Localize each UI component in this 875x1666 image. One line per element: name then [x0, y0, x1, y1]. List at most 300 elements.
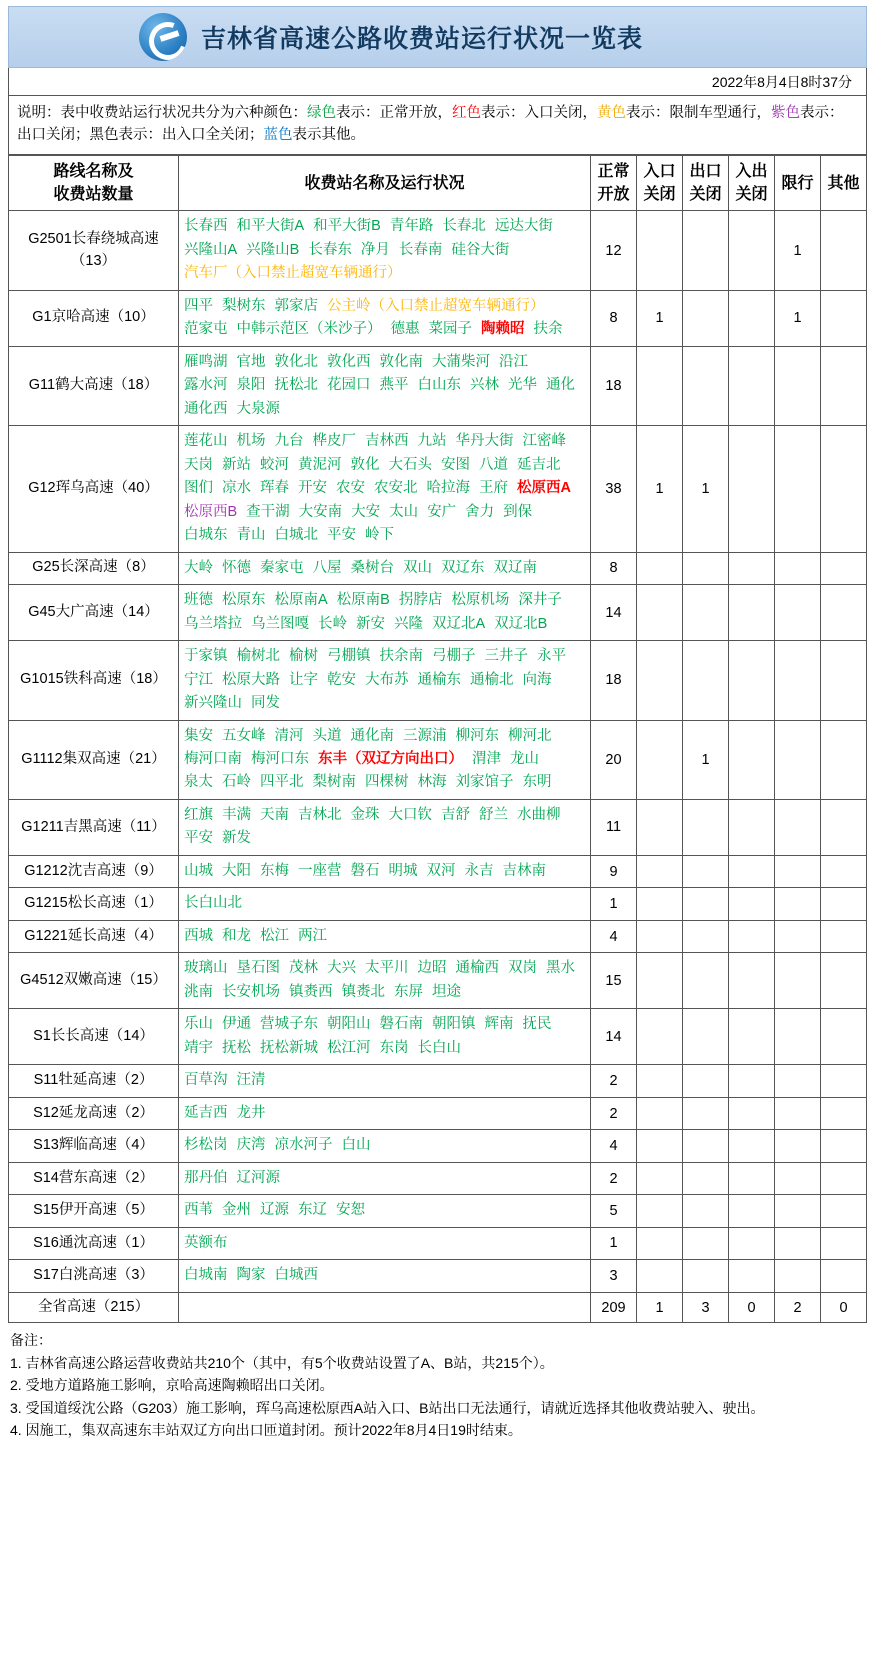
count-restricted-cell: [775, 1227, 821, 1259]
station-status-item: 洮南: [184, 983, 213, 1000]
station-status-item: 辉南: [484, 1016, 514, 1033]
station-status-item: 镇赉西: [289, 983, 333, 1000]
count-open-cell: 8: [591, 290, 637, 346]
station-status-item: 松原南A: [274, 592, 328, 609]
station-status-item: 德惠: [390, 321, 420, 338]
station-status-item: 兴隆山B: [246, 241, 300, 258]
table-header-row: [9, 155, 867, 210]
station-status-item: 东岗: [379, 1039, 409, 1056]
count-entry-closed-cell: [637, 799, 683, 855]
col-header-other: 其他: [821, 155, 867, 210]
count-entry-closed-cell: [637, 1195, 683, 1227]
legend-blue: 蓝色: [263, 127, 293, 144]
station-status-item: 靖宇: [184, 1039, 213, 1056]
total-label-cell: 全省高速（215）: [9, 1292, 179, 1323]
header-banner: [8, 6, 867, 68]
count-restricted-cell: [775, 799, 821, 855]
count-other-cell: [821, 855, 867, 887]
route-name-cell: S14营东高速（2）: [9, 1162, 179, 1194]
station-status-item: 梅河口东: [251, 751, 309, 767]
count-open-cell: 15: [591, 953, 637, 1009]
count-exit-closed-cell: [683, 799, 729, 855]
count-entry-closed-cell: [637, 1097, 683, 1129]
legend-line-2: 出口关闭；黑色表示：出入口全关闭；: [17, 127, 264, 144]
station-status-item: 深井子: [518, 592, 562, 609]
table-row: [9, 720, 867, 799]
station-status-item: 四平北: [260, 774, 304, 791]
count-exit-closed-cell: [683, 1009, 729, 1065]
stations-cell: [179, 1065, 591, 1097]
stations-cell: [179, 346, 591, 425]
count-exit-closed-cell: [683, 1065, 729, 1097]
station-status-item: 乌兰图嘎: [251, 615, 309, 632]
table-row: [9, 1227, 867, 1259]
count-open-cell: 2: [591, 1065, 637, 1097]
station-status-item: 金珠: [350, 806, 380, 823]
route-name-cell: S17白洮高速（3）: [9, 1260, 179, 1292]
station-status-item: 桦皮厂: [312, 433, 356, 450]
stations-cell: [179, 585, 591, 641]
station-status-item: 长岭: [318, 615, 347, 632]
station-status-item: 青年路: [389, 218, 434, 235]
station-status-item: 和平大街A: [236, 218, 305, 235]
station-status-item: 八道: [479, 456, 508, 473]
count-exit-closed-cell: [683, 552, 729, 584]
station-status-item: 抚松新城: [260, 1039, 318, 1056]
count-restricted-cell: [775, 1195, 821, 1227]
station-status-item: 明城: [388, 862, 418, 879]
count-both-closed-cell: [729, 641, 775, 720]
page-title: 吉林省高速公路收费站运行状况一览表: [201, 25, 644, 53]
station-status-item: 到保: [503, 503, 533, 520]
count-restricted-cell: [775, 552, 821, 584]
route-name-cell: G1015铁科高速（18）: [9, 641, 179, 720]
count-entry-closed-cell: [637, 1009, 683, 1065]
station-status-item: 头道: [312, 727, 342, 744]
count-restricted-cell: [775, 1009, 821, 1065]
stations-cell: [179, 290, 591, 346]
col-header-stations: 收费站名称及运行状况: [179, 155, 591, 210]
station-status-item: 向海: [522, 671, 552, 688]
count-open-cell: 2: [591, 1162, 637, 1194]
count-open-cell: 12: [591, 211, 637, 290]
station-status-item: 那丹伯: [184, 1169, 228, 1186]
route-name-cell: S12延龙高速（2）: [9, 1097, 179, 1129]
col-header-entry-closed: 入口 关闭: [637, 155, 683, 210]
station-status-item: 官地: [236, 353, 266, 370]
station-status-item: 燕平: [379, 377, 409, 394]
route-name-cell: S13辉临高速（4）: [9, 1130, 179, 1162]
table-row: [9, 290, 867, 346]
table-row: [9, 346, 867, 425]
legend-purple: 紫色: [771, 105, 800, 121]
station-status-item: 垦石图: [236, 960, 280, 977]
count-both-closed-cell: [729, 920, 775, 952]
station-status-item: 蛟河: [260, 456, 289, 473]
col-header-route: 路线名称及 收费站数量: [9, 155, 179, 210]
station-status-item: 汪清: [236, 1072, 266, 1089]
station-status-item: 永平: [537, 648, 566, 665]
station-status-item: 东屏: [394, 983, 423, 1000]
station-status-item: 镇赉北: [341, 983, 385, 1000]
station-status-item: 凉水: [222, 480, 251, 497]
footnote-line: 3. 受国道绥沈公路（G203）施工影响，珲乌高速松原西A站入口、B站出口无法通行，请就近选择其他收费站驶入、驶出。: [10, 1399, 765, 1416]
station-status-item: 八屋: [312, 559, 342, 576]
toll-station-status-table: [8, 155, 867, 1324]
station-status-item: 朝阳镇: [432, 1016, 476, 1033]
station-status-item: 舍力: [465, 503, 495, 520]
count-other-cell: [821, 1227, 867, 1259]
station-status-item: 集安: [184, 727, 213, 744]
station-status-item: 石岭: [222, 774, 251, 791]
count-restricted-cell: 1: [775, 211, 821, 290]
col-header-exit-closed: 出口 关闭: [683, 155, 729, 210]
station-status-item: 大口钦: [388, 806, 432, 823]
count-restricted-cell: [775, 585, 821, 641]
station-status-item: 龙山: [510, 751, 539, 767]
station-status-item: 敦化南: [379, 353, 423, 370]
legend-line-1: 说明：表中收费站运行状况共分为六种颜色：: [17, 105, 307, 121]
count-exit-closed-cell: [683, 1227, 729, 1259]
count-entry-closed-cell: [637, 1227, 683, 1259]
station-status-item: 莲花山: [184, 433, 228, 450]
station-status-item: 白山东: [417, 377, 461, 394]
count-entry-closed-cell: [637, 1162, 683, 1194]
station-status-item: 长白山北: [184, 895, 242, 912]
station-status-item: 让字: [289, 671, 318, 688]
station-status-item: 兴林: [470, 377, 499, 394]
count-both-closed-cell: [729, 290, 775, 346]
count-other-cell: [821, 953, 867, 1009]
table-row: [9, 641, 867, 720]
station-status-item: 长安机场: [222, 983, 280, 1000]
count-restricted-cell: [775, 953, 821, 1009]
count-exit-closed-cell: [683, 1260, 729, 1292]
station-status-item: 桑树台: [350, 559, 394, 576]
route-name-cell: G2501长春绕城高速（13）: [9, 211, 179, 290]
count-entry-closed-cell: [637, 211, 683, 290]
station-status-item: 太平川: [365, 960, 409, 977]
station-status-item: 白城东: [184, 527, 228, 544]
legend-yellow-text: 表示：限制车型通行，: [626, 105, 771, 121]
count-entry-closed-cell: [637, 720, 683, 799]
count-restricted-cell: [775, 1162, 821, 1194]
count-other-cell: [821, 1130, 867, 1162]
footnote-title: 备注：: [10, 1332, 52, 1349]
station-status-item: 白城南: [184, 1267, 228, 1284]
station-status-item: 松原西B: [184, 503, 238, 520]
station-status-item: 水曲柳: [517, 806, 561, 823]
station-status-item: 双辽南: [493, 559, 537, 576]
station-status-item: 长春南: [398, 241, 443, 258]
station-status-item: 凉水河子: [274, 1137, 333, 1154]
count-open-cell: 2: [591, 1097, 637, 1129]
station-status-item: 九站: [417, 433, 447, 450]
station-status-item: 中韩示范区（米沙子）: [236, 321, 382, 338]
stations-cell: [179, 1162, 591, 1194]
count-entry-closed-cell: [637, 346, 683, 425]
station-status-item: 东梅: [260, 862, 289, 879]
table-row: [9, 211, 867, 290]
station-status-item: 辽河源: [236, 1169, 280, 1186]
station-status-item: 同发: [251, 695, 280, 712]
col-header-both-closed: 入出 关闭: [729, 155, 775, 210]
station-status-item: 玻璃山: [184, 960, 228, 977]
station-status-item: 花园口: [327, 377, 371, 394]
count-exit-closed-cell: [683, 1162, 729, 1194]
station-status-item: 于家镇: [184, 648, 228, 665]
count-entry-closed-cell: [637, 855, 683, 887]
count-exit-closed-cell: [683, 920, 729, 952]
count-restricted-cell: [775, 720, 821, 799]
station-status-item: 柳河北: [508, 727, 552, 744]
table-row: [9, 1162, 867, 1194]
station-status-item: 通化西: [184, 400, 228, 417]
station-status-item: 弓棚镇: [327, 648, 371, 665]
station-status-item: 长春北: [442, 218, 486, 235]
station-status-item: 拐脖店: [398, 592, 443, 609]
station-status-item: 松江河: [327, 1039, 371, 1056]
station-status-item: 扶余南: [379, 648, 423, 665]
count-other-cell: [821, 585, 867, 641]
station-status-item: 一座营: [298, 862, 342, 879]
station-status-item: 长春东: [308, 241, 352, 258]
station-status-item: 怀德: [222, 559, 251, 576]
station-status-item: 延吉北: [517, 456, 561, 473]
legend-red: 红色: [452, 105, 481, 121]
station-status-item: 抚松: [222, 1039, 251, 1056]
station-status-item: 四棵树: [365, 774, 409, 791]
table-row: [9, 1097, 867, 1129]
table-row: [9, 1130, 867, 1162]
table-row: [9, 552, 867, 584]
table-row: [9, 1065, 867, 1097]
station-status-item: 白山: [341, 1137, 371, 1154]
count-restricted-cell: [775, 888, 821, 920]
station-status-item: 敦化北: [274, 353, 318, 370]
count-exit-closed-cell: [683, 953, 729, 1009]
station-status-item: 长春西: [184, 218, 228, 235]
station-status-item: 范家屯: [184, 321, 228, 338]
count-exit-closed-cell: [683, 1097, 729, 1129]
route-name-cell: G1112集双高速（21）: [9, 720, 179, 799]
station-status-item: 坦途: [432, 983, 461, 1000]
count-both-closed-cell: [729, 1009, 775, 1065]
station-status-item: 双岗: [508, 960, 537, 977]
count-both-closed-cell: [729, 855, 775, 887]
stations-cell: [179, 720, 591, 799]
count-other-cell: [821, 720, 867, 799]
station-status-item: 松原东: [222, 592, 266, 609]
station-status-item: 太山: [389, 503, 419, 520]
station-status-item: 吉林北: [298, 806, 342, 823]
station-status-item: 新发: [222, 830, 251, 847]
count-open-cell: 5: [591, 1195, 637, 1227]
station-status-item: 两江: [298, 927, 327, 944]
count-open-cell: 3: [591, 1260, 637, 1292]
station-status-item: 百草沟: [184, 1072, 228, 1089]
footnotes: [8, 1323, 867, 1441]
count-both-closed-cell: [729, 888, 775, 920]
station-status-item: 大安南: [298, 503, 343, 520]
count-entry-closed-cell: 1: [637, 290, 683, 346]
station-status-item: 庆湾: [236, 1137, 266, 1154]
station-status-item: 西城: [184, 927, 213, 944]
total-exit-closed-cell: 3: [683, 1292, 729, 1323]
station-status-item: 平安: [184, 830, 213, 847]
station-status-item: 汽车厂（入口禁止超宽车辆通行）: [184, 265, 402, 282]
count-exit-closed-cell: [683, 585, 729, 641]
station-status-item: 双辽北B: [494, 615, 548, 632]
station-status-item: 黄泥河: [298, 456, 342, 473]
station-status-item: 四平: [184, 297, 213, 314]
station-status-item: 朝阳山: [327, 1016, 371, 1033]
route-name-cell: G25长深高速（8）: [9, 552, 179, 584]
station-status-item: 新安: [356, 615, 385, 632]
station-status-item: 兴隆山A: [184, 241, 238, 258]
station-status-item: 查干湖: [246, 503, 290, 520]
legend-purple-text: 表示：: [800, 105, 844, 121]
station-status-item: 大岭: [184, 559, 213, 576]
station-status-item: 林海: [417, 774, 447, 791]
count-both-closed-cell: [729, 1162, 775, 1194]
station-status-item: 梨树东: [222, 297, 266, 314]
count-exit-closed-cell: 1: [683, 720, 729, 799]
table-row: [9, 799, 867, 855]
stations-cell: [179, 953, 591, 1009]
station-status-item: 陶家: [236, 1267, 266, 1284]
station-status-item: 三源浦: [403, 727, 447, 744]
station-status-item: 安广: [427, 503, 457, 520]
station-status-item: 公主岭（入口禁止超宽车辆通行）: [327, 297, 545, 314]
station-status-item: 安图: [441, 456, 470, 473]
station-status-item: 东明: [522, 774, 552, 791]
count-exit-closed-cell: [683, 290, 729, 346]
count-other-cell: [821, 1260, 867, 1292]
station-status-item: 泉太: [184, 774, 213, 791]
stations-cell: [179, 799, 591, 855]
legend-red-text: 表示：入口关闭，: [481, 105, 597, 121]
station-status-item: 金州: [222, 1202, 251, 1219]
station-status-item: 硅谷大街: [451, 241, 510, 258]
total-stations-cell: [179, 1292, 591, 1323]
station-status-item: 三井子: [484, 648, 528, 665]
total-both-closed-cell: 0: [729, 1292, 775, 1323]
count-entry-closed-cell: 1: [637, 426, 683, 552]
station-status-item: 敦化西: [327, 353, 371, 370]
route-name-cell: G1京哈高速（10）: [9, 290, 179, 346]
station-status-item: 泉阳: [236, 377, 266, 394]
count-exit-closed-cell: [683, 855, 729, 887]
count-restricted-cell: [775, 1130, 821, 1162]
station-status-item: 通榆北: [470, 671, 514, 688]
station-status-item: 松原西A: [517, 480, 571, 497]
timestamp-row: [8, 68, 867, 96]
count-entry-closed-cell: [637, 552, 683, 584]
count-both-closed-cell: [729, 799, 775, 855]
count-exit-closed-cell: [683, 641, 729, 720]
station-status-item: 黑水: [546, 960, 575, 977]
count-both-closed-cell: [729, 1195, 775, 1227]
route-name-cell: G1215松长高速（1）: [9, 888, 179, 920]
station-status-item: 班德: [184, 592, 213, 609]
station-status-item: 岭下: [365, 527, 394, 544]
station-status-item: 和龙: [222, 927, 251, 944]
stations-cell: [179, 888, 591, 920]
count-exit-closed-cell: 1: [683, 426, 729, 552]
station-status-item: 榆树北: [236, 648, 280, 665]
count-restricted-cell: [775, 920, 821, 952]
table-row: [9, 855, 867, 887]
route-name-cell: S15伊开高速（5）: [9, 1195, 179, 1227]
stations-cell: [179, 1227, 591, 1259]
count-both-closed-cell: [729, 1260, 775, 1292]
station-status-item: 边昭: [417, 960, 447, 977]
table-row: [9, 1009, 867, 1065]
station-status-item: 梅河口南: [184, 751, 242, 767]
station-status-item: 杉松岗: [184, 1137, 228, 1154]
station-status-item: 大安: [351, 503, 381, 520]
station-status-item: 大兴: [327, 960, 356, 977]
table-total-row: [9, 1292, 867, 1323]
station-status-item: 营城子东: [260, 1016, 318, 1033]
timestamp: 2022年8月4日8时37分: [711, 73, 852, 90]
count-open-cell: 14: [591, 585, 637, 641]
station-status-item: 通化: [546, 377, 575, 394]
station-status-item: 弓棚子: [432, 648, 476, 665]
route-name-cell: G12珲乌高速（40）: [9, 426, 179, 552]
count-entry-closed-cell: [637, 1130, 683, 1162]
table-row: [9, 585, 867, 641]
count-other-cell: [821, 552, 867, 584]
station-status-item: 通榆东: [417, 671, 461, 688]
count-both-closed-cell: [729, 426, 775, 552]
station-status-item: 郭家店: [274, 297, 318, 314]
legend-yellow: 黄色: [597, 105, 626, 121]
station-status-item: 王府: [479, 480, 508, 497]
station-status-item: 红旗: [184, 806, 213, 823]
station-status-item: 松江: [260, 927, 289, 944]
station-status-item: 延吉西: [184, 1104, 228, 1121]
station-status-item: 白城西: [274, 1267, 318, 1284]
count-both-closed-cell: [729, 211, 775, 290]
station-status-item: 舒兰: [479, 806, 508, 823]
count-entry-closed-cell: [637, 1260, 683, 1292]
count-other-cell: [821, 290, 867, 346]
route-name-cell: S11牡延高速（2）: [9, 1065, 179, 1097]
station-status-item: 五女峰: [222, 727, 266, 744]
footnote-line: 4. 因施工，集双高速东丰站双辽方向出口匝道封闭。预计2022年8月4日19时结束。: [10, 1422, 522, 1439]
count-other-cell: [821, 346, 867, 425]
route-name-cell: S16通沈高速（1）: [9, 1227, 179, 1259]
station-status-item: 露水河: [184, 377, 228, 394]
count-exit-closed-cell: [683, 888, 729, 920]
count-open-cell: 1: [591, 1227, 637, 1259]
station-status-item: 白城北: [274, 527, 318, 544]
station-status-item: 农安: [336, 480, 365, 497]
route-name-cell: S1长长高速（14）: [9, 1009, 179, 1065]
stations-cell: [179, 211, 591, 290]
station-status-item: 乐山: [184, 1016, 213, 1033]
count-both-closed-cell: [729, 1227, 775, 1259]
count-entry-closed-cell: [637, 953, 683, 1009]
station-status-item: 大阳: [222, 862, 251, 879]
station-status-item: 榆树: [289, 648, 318, 665]
station-status-item: 新兴隆山: [184, 695, 242, 712]
station-status-item: 松原大路: [222, 671, 280, 688]
station-status-item: 渭津: [472, 751, 501, 767]
total-restricted-cell: 2: [775, 1292, 821, 1323]
